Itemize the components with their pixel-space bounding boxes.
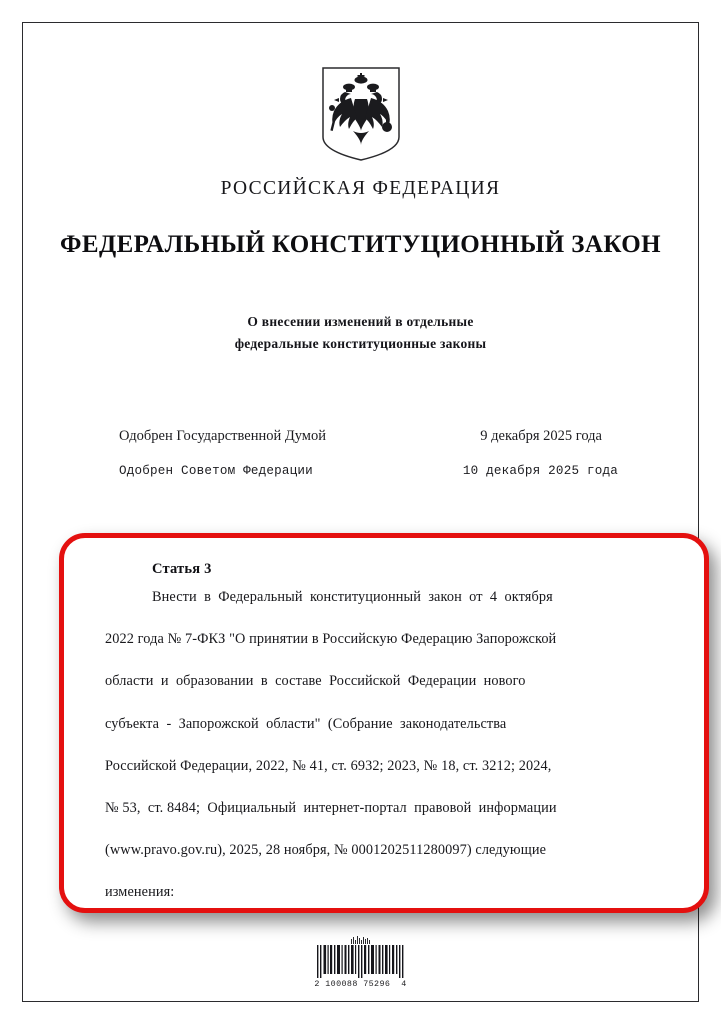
title-block	[23, 178, 698, 259]
russian-coat-of-arms-icon	[319, 65, 403, 163]
article-line: № 53, ст. 8484; Официальный интернет-портал правовой информации	[105, 799, 557, 816]
article-line: области и образовании в составе Российской Федерации нового	[105, 673, 526, 690]
emblem-container	[23, 65, 698, 163]
barcode-icon	[315, 945, 407, 978]
document-page	[22, 22, 699, 1002]
article-line: Внести в Федеральный конституционный закон от 4 октября	[152, 589, 553, 605]
law-title: ФЕДЕРАЛЬНЫЙ КОНСТИТУЦИОННЫЙ ЗАКОН	[60, 231, 661, 258]
approval-date-duma: 9 декабря 2025 года	[480, 428, 602, 444]
article-line: субъекта - Запорожской области" (Собрание законодательства	[105, 715, 507, 732]
article-line: (www.pravo.gov.ru), 2025, 28 ноября, № 0001202511280097) следующие	[105, 842, 547, 859]
approval-row-duma	[119, 428, 602, 445]
article-line: изменения:	[105, 884, 175, 901]
barcode-area	[23, 935, 698, 989]
article-line: Российской Федерации, 2022, № 41, ст. 6932; 2023, № 18, ст. 3212; 2024,	[105, 757, 552, 774]
approval-block	[119, 428, 618, 478]
article-line: 2022 года № 7-ФКЗ "О принятии в Российскую Федерацию Запорожской	[105, 631, 557, 648]
subtitle-line-1: О внесении изменений в отдельные	[247, 314, 474, 329]
document-subtitle	[23, 311, 698, 355]
approval-label-council: Одобрен Советом Федерации	[119, 464, 313, 478]
barcode-number: 2 100088 75296 4	[314, 979, 407, 989]
country-title: РОССИЙСКАЯ ФЕДЕРАЦИЯ	[220, 178, 501, 199]
article-heading: Статья 3	[152, 561, 212, 577]
article-block	[105, 561, 653, 901]
approval-row-council	[119, 464, 618, 478]
subtitle-line-2: федеральные конституционные законы	[234, 335, 487, 351]
approval-date-council: 10 декабря 2025 года	[462, 464, 618, 478]
barcode-top-mark-icon	[350, 935, 372, 944]
approval-label-duma: Одобрен Государственной Думой	[119, 428, 326, 444]
